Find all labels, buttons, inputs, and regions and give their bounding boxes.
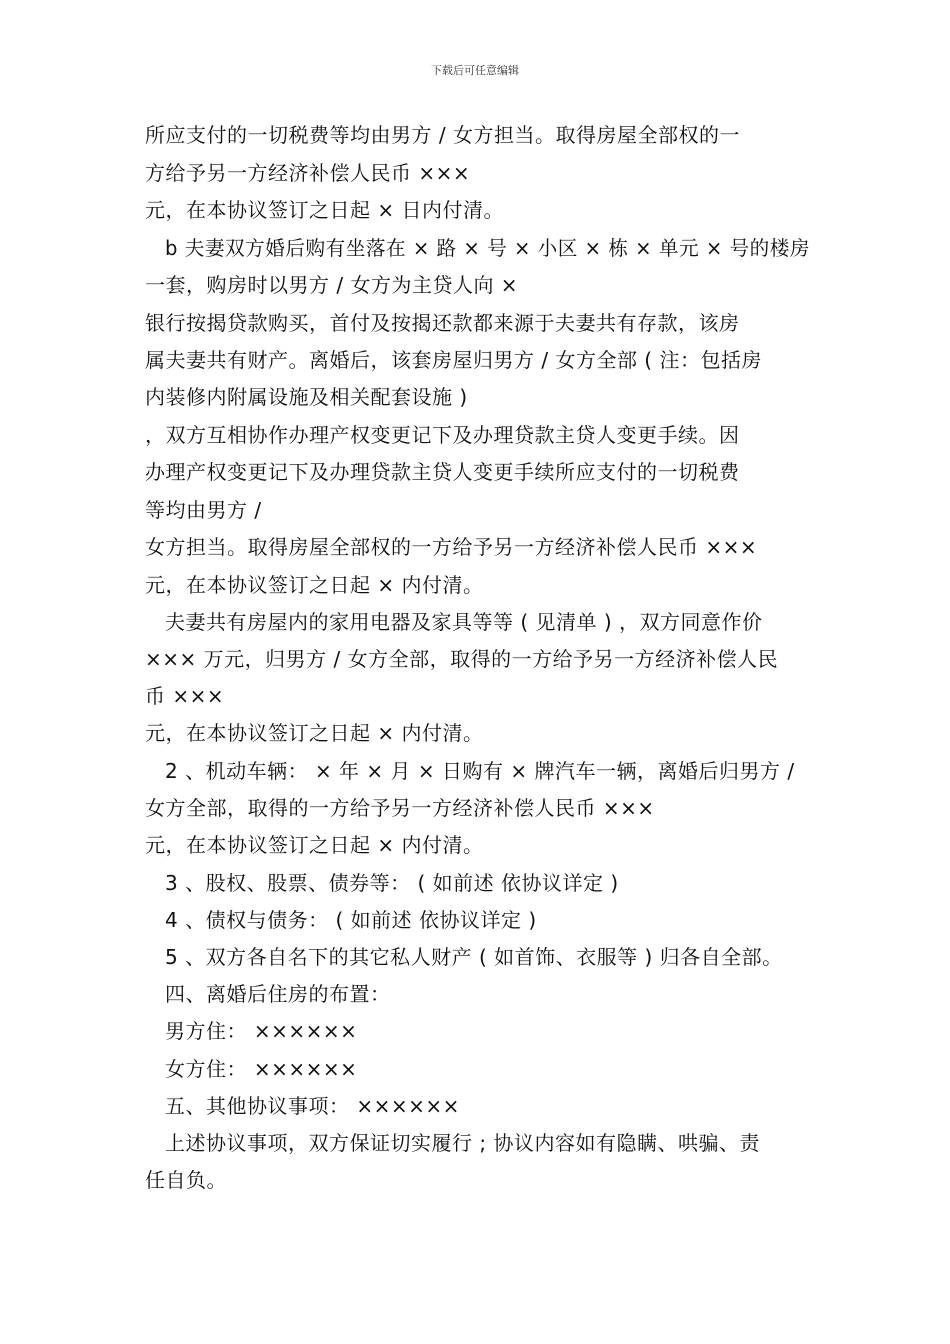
body-line: 四、离婚后住房的布置： (165, 982, 391, 1006)
body-line: 五、其他协议事项： ×××××× (165, 1094, 460, 1118)
body-line: 女方全部，取得的一方给予另一方经济补偿人民币 ××× (145, 796, 655, 820)
body-line: 办理产权变更记下及办理贷款主贷人变更手续所应支付的一切税费 (145, 460, 740, 484)
body-line: 4 、债权与债务： ( 如前述 依协议详定 ) (165, 908, 537, 932)
body-line: 方给予另一方经济补偿人民币 ××× (145, 161, 471, 185)
page-header: 下载后可任意编辑 (431, 64, 519, 77)
body-line: ，双方互相协作办理产权变更记下及办理贷款主贷人变更手续。因 (145, 423, 740, 447)
body-line: b 夫妻双方婚后购有坐落在 × 路 × 号 × 小区 × 栋 × 单元 × 号的楼房 (165, 236, 811, 260)
body-line: 女方住： ×××××× (165, 1057, 358, 1081)
body-line: 银行按揭贷款购买，首付及按揭还款都来源于夫妻共有存款，该房 (145, 311, 740, 335)
body-line: 夫妻共有房屋内的家用电器及家具等等 ( 见清单 ) ，双方同意作价 (165, 610, 763, 634)
body-line: 女方担当。取得房屋全部权的一方给予另一方经济补偿人民币 ××× (145, 535, 758, 559)
body-line: 内装修内附属设施及相关配套设施 ) (145, 385, 468, 409)
body-line: 等均由男方 / (145, 498, 262, 522)
body-line: 上述协议事项，双方保证切实履行 ; 协议内容如有隐瞒、哄骗、责 (165, 1131, 760, 1155)
body-line: 5 、双方各自名下的其它私人财产 ( 如首饰、衣服等 ) 归各自全部。 (165, 945, 783, 969)
body-line: 元，在本协议签订之日起 × 内付清。 (145, 833, 484, 857)
body-line: 元，在本协议签订之日起 × 内付清。 (145, 573, 484, 597)
body-line: 男方住： ×××××× (165, 1019, 358, 1043)
body-line: 币 ××× (145, 684, 225, 708)
body-line: 所应支付的一切税费等均由男方 / 女方担当。取得房屋全部权的一 (145, 123, 740, 147)
body-line: 3 、股权、股票、债券等： ( 如前述 依协议详定 ) (165, 871, 619, 895)
body-line: 任自负。 (145, 1168, 227, 1192)
body-line: 元，在本协议签订之日起 × 内付清。 (145, 721, 484, 745)
body-line: ××× 万元，归男方 / 女方全部，取得的一方给予另一方经济补偿人民 (145, 647, 779, 671)
body-line: 元，在本协议签订之日起 × 日内付清。 (145, 198, 504, 222)
body-line: 属夫妻共有财产。离婚后，该套房屋归男方 / 女方全部 ( 注：包括房 (145, 348, 762, 372)
body-line: 2 、机动车辆： × 年 × 月 × 日购有 × 牌汽车一辆，离婚后归男方 / (165, 759, 795, 783)
body-line: 一套，购房时以男方 / 女方为主贷人向 × (145, 273, 519, 297)
